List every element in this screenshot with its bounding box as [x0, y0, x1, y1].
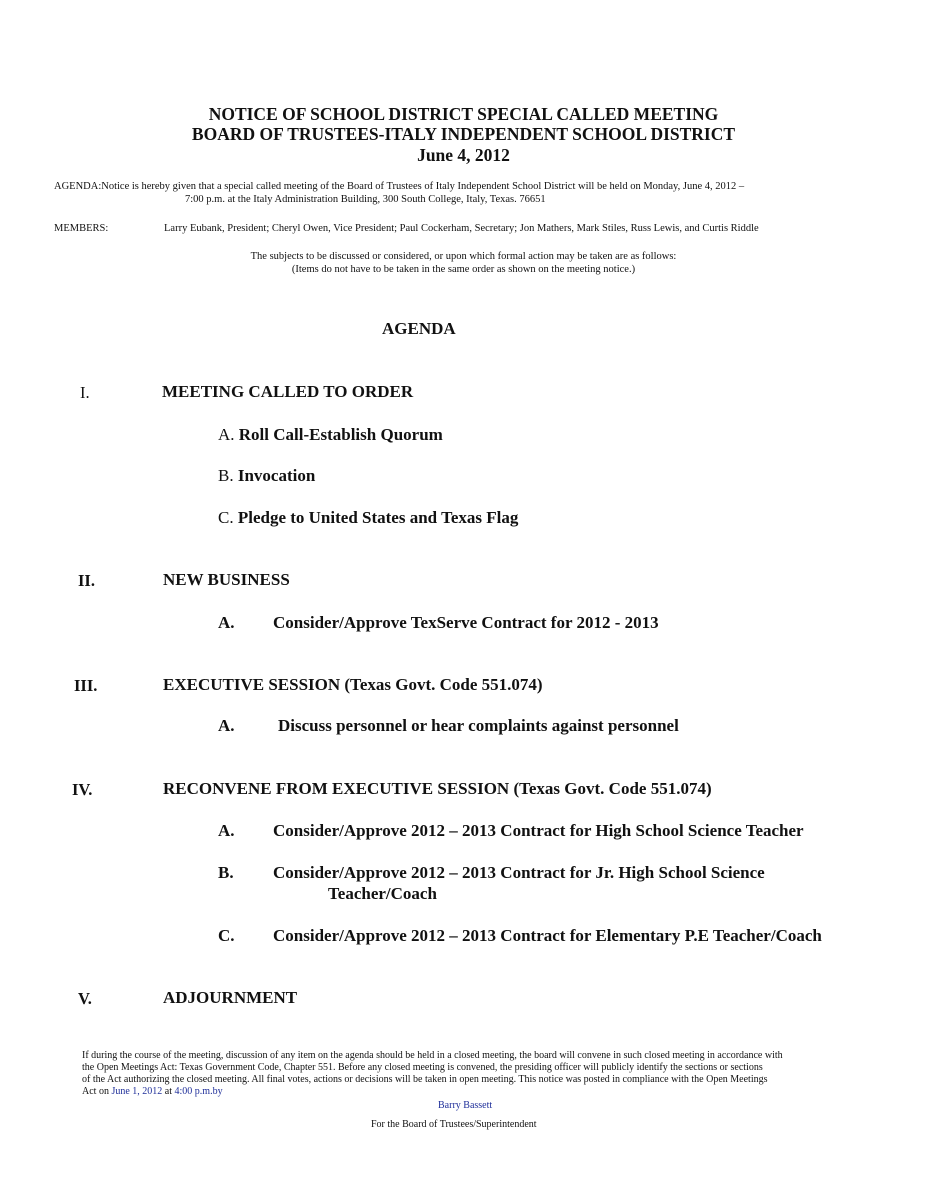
signer-name: Barry Bassett — [438, 1100, 493, 1111]
item-text: Pledge to United States and Texas Flag — [237, 508, 519, 527]
posted-time: 4:00 p.m.by — [174, 1086, 223, 1097]
footer-line-4 — [82, 1086, 223, 1098]
posted-at: at — [162, 1086, 175, 1097]
footer-line-3: of the Act authorizing the closed meeting. All final votes, actions or decisions will be taken in open meeting. This notice was posted in compliance with the Open Meetings — [82, 1074, 768, 1085]
subjects-line-2: (Items do not have to be taken in the same order as shown on the meeting notice.) — [291, 264, 636, 275]
item-text: Consider/Approve 2012 – 2013 Contract for High School Science Teacher — [273, 821, 804, 840]
board-title: BOARD OF TRUSTEES-ITALY INDEPENDENT SCHOOL DISTRICT — [191, 124, 736, 144]
item-text: Consider/Approve TexServe Contract for 2012 - 2013 — [273, 613, 659, 632]
notice-line-2: 7:00 p.m. at the Italy Administration Building, 300 South College, Italy, Texas. 76651 — [185, 194, 546, 205]
agenda-item — [218, 508, 518, 528]
item-letter: A. — [218, 613, 235, 632]
item-text: Roll Call-Establish Quorum — [238, 425, 443, 444]
item-text: Invocation — [237, 466, 316, 485]
item-letter: A. — [218, 716, 235, 735]
agenda-heading: AGENDA — [382, 319, 456, 338]
item-letter: B. — [218, 863, 234, 882]
subjects-line-1: The subjects to be discussed or considered, or upon which formal action may be taken are as follows: — [250, 251, 677, 262]
section-number: IV. — [72, 780, 93, 799]
item-text: Consider/Approve 2012 – 2013 Contract for Elementary P.E Teacher/Coach — [273, 926, 822, 945]
section-number: V. — [78, 989, 92, 1008]
section-number: I. — [80, 383, 90, 402]
posted-date: June 1, 2012 — [111, 1086, 163, 1097]
section-number: II. — [78, 571, 95, 590]
item-letter: C. — [218, 926, 235, 945]
section-number: III. — [74, 676, 98, 695]
notice-title: NOTICE OF SCHOOL DISTRICT SPECIAL CALLED MEETING — [208, 104, 719, 124]
section-title: NEW BUSINESS — [163, 570, 290, 589]
item-text: Consider/Approve 2012 – 2013 Contract for Jr. High School Science — [273, 863, 765, 882]
agenda-item — [218, 425, 443, 445]
signer-title: For the Board of Trustees/Superintendent — [371, 1119, 537, 1130]
item-letter: A. — [218, 821, 235, 840]
item-text: Discuss personnel or hear complaints against personnel — [278, 716, 679, 735]
members-list: Larry Eubank, President; Cheryl Owen, Vice President; Paul Cockerham, Secretary; Jon Mathers, Mark Stiles, Russ Lewis, and Curtis Riddle — [164, 223, 759, 234]
section-title: ADJOURNMENT — [163, 988, 298, 1007]
section-title: MEETING CALLED TO ORDER — [162, 382, 414, 401]
section-title: RECONVENE FROM EXECUTIVE SESSION (Texas Govt. Code 551.074) — [163, 779, 712, 798]
meeting-date: June 4, 2012 — [417, 145, 510, 165]
item-text-continued: Teacher/Coach — [328, 884, 437, 903]
members-label: MEMBERS: — [54, 223, 109, 234]
agenda-item — [218, 466, 315, 486]
section-title: EXECUTIVE SESSION (Texas Govt. Code 551.074) — [163, 675, 543, 694]
notice-line-1: AGENDA:Notice is hereby given that a special called meeting of the Board of Trustees of Italy Independent School District will be held on Monday, June 4, 2012 – — [54, 181, 745, 192]
item-letter: A. — [218, 425, 235, 444]
item-letter: C. — [218, 508, 234, 527]
footer-line-1: If during the course of the meeting, discussion of any item on the agenda should be held in a closed meeting, the board will convene in such closed meeting in accordance with — [82, 1050, 783, 1061]
posted-prefix: Act on — [82, 1086, 112, 1097]
item-letter: B. — [218, 466, 234, 485]
footer-line-2: the Open Meetings Act: Texas Government Code, Chapter 551. Before any closed meeting is convened, the presiding officer will publicly identify the sections or sections — [82, 1062, 763, 1073]
